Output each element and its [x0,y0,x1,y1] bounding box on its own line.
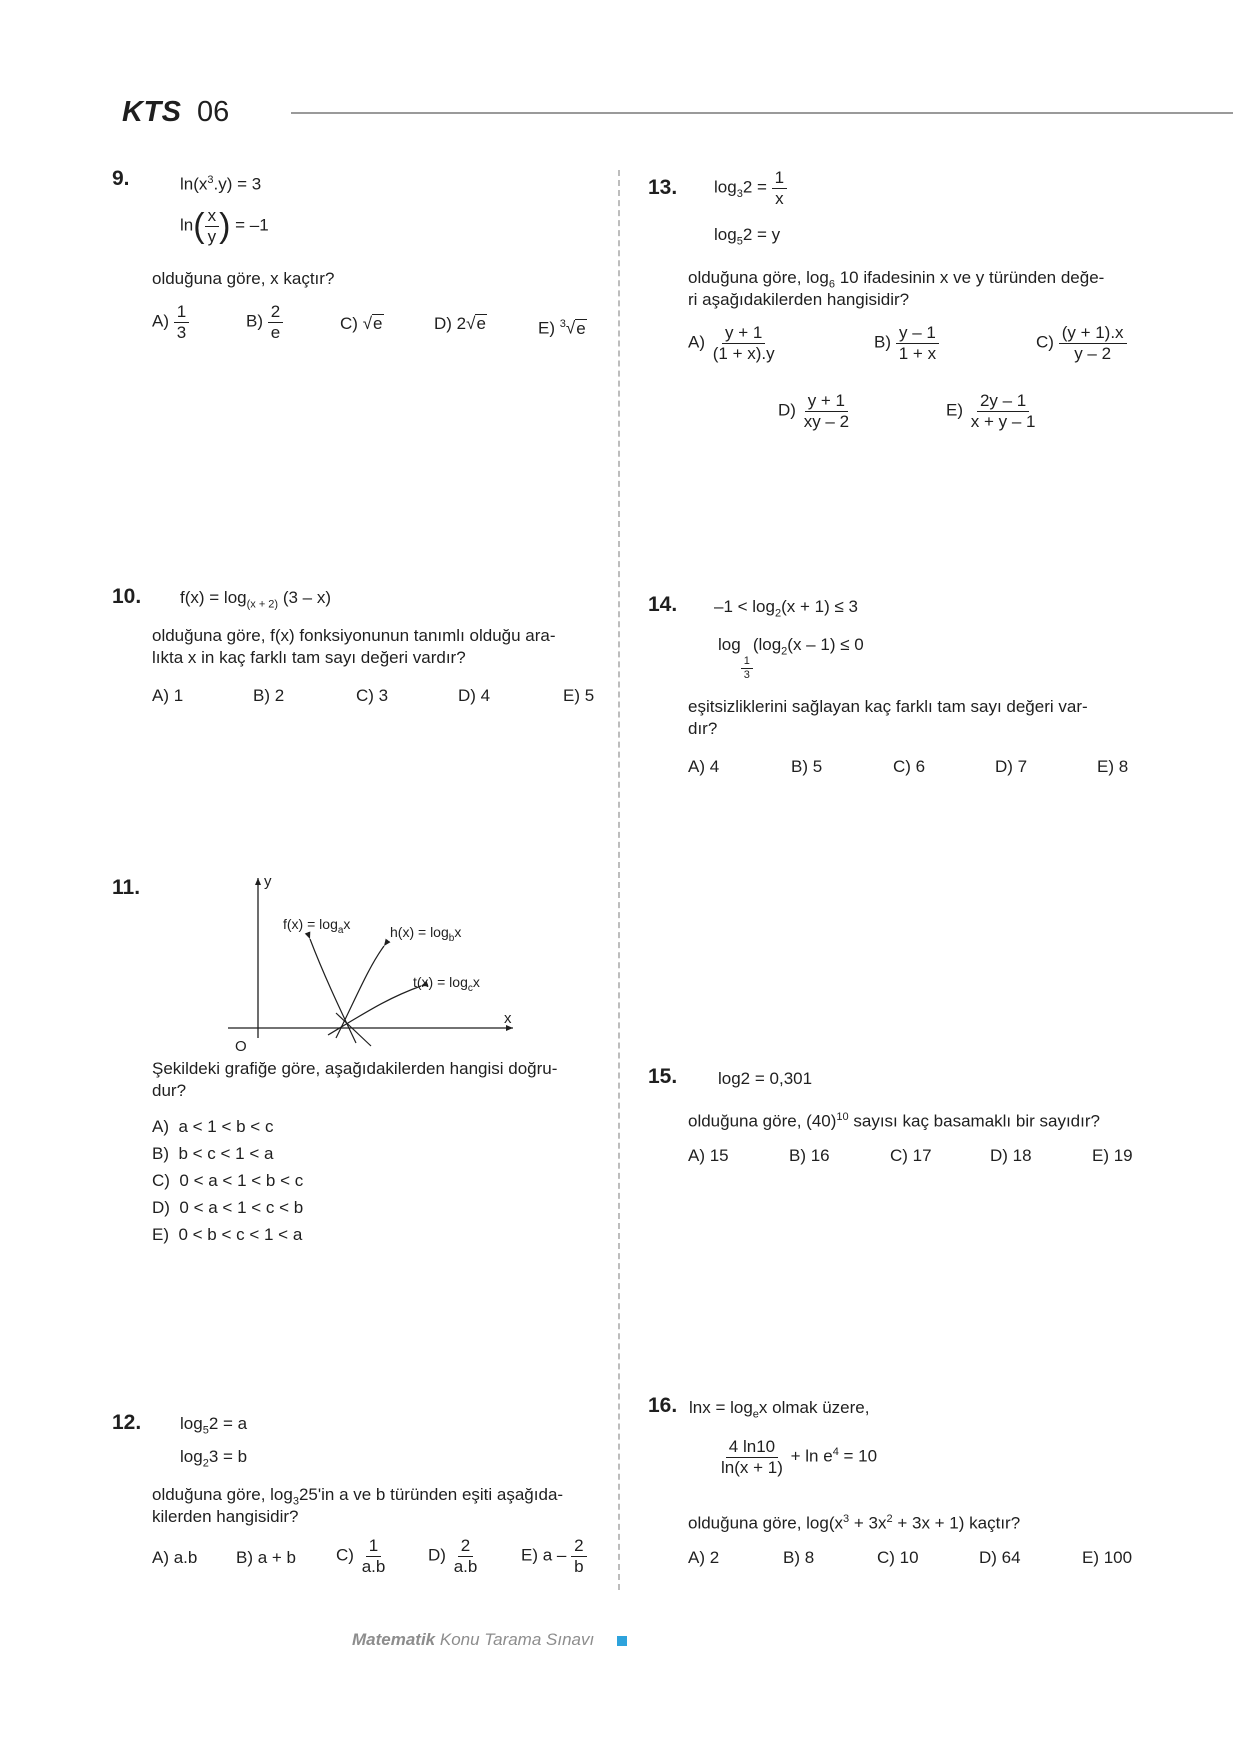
question-number: 9. [112,167,130,190]
option-d[interactable] [434,313,487,335]
equation-2 [718,634,864,681]
stem-part: 25'in a ve b türünden eşiti aşağıda- [298,1485,564,1504]
option-d[interactable]: D) 4 [458,686,491,705]
numerator: y – 1 [896,323,939,344]
option-b[interactable] [874,323,939,363]
equation-1 [714,168,787,208]
question-stem: olduğuna göre, x kaçtır? [152,269,335,288]
option-e[interactable] [538,313,587,340]
radical-sign: √ [466,314,476,333]
stem-part: + 3x + 1) kaçtır? [892,1513,1021,1533]
question-stem-line-2: dır? [688,719,718,738]
denominator: a.b [361,1556,386,1576]
option-a[interactable]: A) 4 [688,757,720,776]
stem-part: olduğuna göre, (40) [688,1111,837,1131]
footer-name: Konu Tarama Sınavı [435,1630,595,1649]
root-index: 3 [559,318,566,330]
option-e[interactable]: E) 5 [563,686,595,705]
equation-2 [180,206,269,246]
option-label: B) [246,311,263,331]
eq-part: (x + 1) ≤ 3 [781,597,858,616]
eq-sub: 2 [781,645,788,658]
eq-part: –1 < log [714,597,775,616]
question-number: 15. [648,1065,678,1088]
stem-sub: 3 [292,1495,299,1508]
eq-part: ln [180,215,194,235]
denominator: x + y – 1 [970,411,1036,431]
option-c[interactable] [1036,323,1127,363]
intro-sub: e [752,1408,759,1421]
eq-part: (log [752,635,782,654]
eq-part: = –1 [235,215,269,235]
eq-part: log [180,1414,203,1433]
option-d[interactable] [778,391,852,431]
equation-2 [714,224,780,252]
eq-part: 2 = a [208,1414,248,1433]
option-label: B) [874,332,891,352]
option-c[interactable]: C) 10 [877,1548,919,1567]
option-b[interactable]: B) 16 [789,1146,830,1165]
fraction [896,323,939,363]
option-d[interactable]: D) 7 [995,757,1028,776]
option-label: E) [538,318,555,338]
h-label: $h(x) = \log_bx$ [390,924,462,944]
question-stem [688,1508,1020,1535]
eq-part: + ln e [790,1446,833,1466]
stem-sup: 2 [886,1513,893,1525]
option-d[interactable]: D) 18 [990,1146,1032,1165]
option-label: E) a – [521,1545,567,1565]
denominator: b [574,1556,584,1576]
option-b[interactable] [246,302,283,342]
option-label: A) [152,311,169,331]
column-divider [618,170,620,1590]
fraction [772,168,787,208]
footer-title [352,1630,594,1650]
denominator: ln(x + 1) [721,1457,783,1477]
radicand: e [476,314,486,333]
option-label: D) [778,400,796,420]
option-text: 0 < b < c < 1 < a [178,1225,303,1244]
equation: log2 = 0,301 [718,1069,813,1088]
option-label: E) [152,1225,169,1244]
eq-part: 2 = y [742,225,781,244]
option-label: B) [152,1144,169,1163]
option-a[interactable]: A) 1 [152,686,184,705]
fraction [268,302,283,342]
intro-part: x olmak üzere, [758,1398,870,1417]
option-a[interactable]: A) 2 [688,1548,720,1567]
option-label: A) [152,1117,169,1136]
stem-part: olduğuna göre, log [152,1485,293,1504]
y-axis-label: y [264,873,272,890]
fraction [801,391,852,431]
denominator: 3 [176,322,187,342]
option-b[interactable]: B) a + b [236,1548,297,1567]
option-a[interactable]: A) 15 [688,1146,729,1165]
equation-1 [180,1413,247,1441]
fraction [718,1437,786,1477]
equation-1 [714,596,858,624]
eq-sub: 3 [736,187,743,200]
eq-part: (x – 1) ≤ 0 [787,635,864,654]
header-rule [291,112,1233,114]
option-label: A) [688,332,705,352]
question-stem-line-1: olduğuna göre, f(x) fonksiyonunun tanımlı olduğu ara- [152,626,556,645]
fraction [174,302,189,342]
radical-sign: √ [565,318,576,338]
eq-part: log [714,225,737,244]
question-stem-line-2: lıkta x in kaç farklı tam sayı değeri vardır? [152,648,466,667]
question-stem-line-2: dur? [152,1081,187,1100]
stem-part: + 3x [849,1513,887,1533]
denominator: y [207,226,217,246]
numerator: 2 [458,1536,473,1557]
eq-sub: (x + 2) [246,598,279,611]
question-number: 12. [112,1411,142,1434]
radical-sign: √ [362,314,373,333]
equation-1 [180,169,261,196]
option-text: a < 1 < b < c [178,1117,274,1136]
option-c[interactable] [336,1536,388,1576]
numerator: 1 [741,655,753,669]
option-text: 0 < a < 1 < c < b [179,1198,304,1217]
question-number: 10. [112,585,142,608]
test-number: 06 [197,96,230,128]
fraction [359,1536,389,1576]
paren-open: ( [193,207,205,246]
eq-part: log [718,635,741,654]
denominator: (1 + x).y [712,343,775,363]
option-c[interactable]: C) 3 [356,686,389,705]
option-text: 0 < a < 1 < b < c [179,1171,304,1190]
numerator: 1 [772,168,787,189]
eq-part: f(x) = log [180,588,247,607]
numerator: 1 [174,302,189,323]
option-d[interactable]: D) 64 [979,1548,1021,1567]
question-stem [688,1106,1100,1133]
question-stem-line-2: ri aşağıdakilerden hangisidir? [688,290,910,309]
f-label: $f(x) = \log_ax$ [283,916,351,936]
option-label: C) [336,1545,354,1565]
fraction [1059,323,1127,363]
option-a[interactable] [688,323,778,363]
question-number: 11. [112,876,141,899]
eq-sup: 4 [832,1445,839,1458]
stem-part: 10 ifadesinin x ve y türünden değe- [834,268,1105,287]
numerator: 2y – 1 [977,391,1029,412]
option-label: D) 2 [434,314,467,333]
eq-sub: 5 [202,1424,209,1437]
eq-sub: 2 [202,1457,209,1470]
numerator: 4 ln10 [726,1437,778,1458]
option-d[interactable] [428,1536,480,1576]
eq-sup: 3 [207,174,214,186]
question-stem-line-2: kilerden hangisidir? [152,1507,299,1526]
fraction [710,323,778,363]
eq-part: (3 – x) [278,588,331,607]
stem-part: olduğuna göre, log [688,268,829,287]
eq-part: .y) = 3 [213,174,262,194]
option-c[interactable]: C) 6 [893,757,926,776]
numerator: y + 1 [722,323,765,344]
question-number: 13. [648,176,678,199]
curve-cross [336,1013,371,1046]
equation [180,587,331,615]
x-axis-label: x [504,1010,512,1027]
intro-part: lnx = log [689,1398,753,1417]
stem-sup: 3 [843,1513,850,1525]
option-b[interactable] [152,1143,273,1165]
curve-h [336,946,384,1038]
option-c[interactable] [152,1170,303,1192]
numerator: 2 [268,302,283,323]
eq-sub: 2 [774,607,782,620]
option-c[interactable] [340,313,384,335]
numerator: 2 [571,1536,586,1557]
question-number: 14. [648,593,678,616]
denominator: 1 + x [898,343,937,363]
option-e[interactable] [521,1536,587,1576]
radicand: e [373,314,383,333]
option-a[interactable] [152,302,189,342]
fraction [451,1536,481,1576]
option-label: D) [152,1198,170,1217]
eq-part: 3 = b [208,1447,248,1466]
origin-label: O [235,1038,247,1055]
option-b[interactable]: B) 2 [253,686,285,705]
footer-subject: Matematik [352,1630,436,1649]
eq-part: = 10 [838,1446,878,1466]
option-label: E) [946,400,963,420]
question-stem-line-1: eşitsizliklerini sağlayan kaç farklı tam sayı değeri var- [688,697,1088,716]
numerator: y + 1 [805,391,848,412]
option-d[interactable] [152,1197,303,1219]
base-fraction [741,655,753,681]
stem-part: sayısı kaç basamaklı bir sayıdır? [848,1111,1100,1131]
option-text: b < c < 1 < a [178,1144,274,1163]
denominator: a.b [453,1556,478,1576]
denominator: x [775,188,784,208]
equation-2 [180,1446,247,1474]
denominator: xy – 2 [803,411,850,431]
fraction [205,206,220,246]
eq-part: log [714,177,737,197]
option-e[interactable] [152,1224,302,1246]
eq-sub: 5 [736,235,743,248]
option-a[interactable] [152,1116,273,1138]
series-label: KTS [122,96,182,128]
numerator: x [205,206,220,227]
graph-svg [228,873,528,1061]
log-graph [228,873,528,1061]
stem-sub: 6 [828,278,835,291]
numerator: 1 [366,1536,381,1557]
denominator: y – 2 [1074,343,1112,363]
question-stem-line-1: Şekildeki grafiğe göre, aşağıdakilerden hangisi doğru- [152,1059,558,1078]
denominator: 3 [743,668,750,681]
numerator: (y + 1).x [1059,323,1127,344]
option-label: C) [1036,332,1054,352]
option-e[interactable]: E) 8 [1097,757,1129,776]
equation [718,1437,877,1477]
option-e[interactable] [946,391,1038,431]
option-label: C) [152,1171,170,1190]
option-a[interactable]: A) a.b [152,1548,198,1567]
eq-part: log [180,1447,203,1466]
option-label: D) [428,1545,446,1565]
fraction [968,391,1039,431]
option-e[interactable]: E) 100 [1082,1548,1133,1567]
footer-accent-square [617,1636,627,1646]
option-label: C) [340,314,358,333]
paren-close: ) [219,207,231,246]
fraction [571,1536,586,1576]
option-e[interactable]: E) 19 [1092,1146,1133,1165]
eq-part: ln(x [180,174,208,194]
option-c[interactable]: C) 17 [890,1146,932,1165]
option-b[interactable]: B) 5 [791,757,823,776]
t-label: $t(x) = \log_cx$ [413,974,480,994]
stem-sup: 10 [836,1111,849,1123]
stem-part: olduğuna göre, log(x [688,1513,844,1533]
intro [689,1397,869,1425]
question-number: 16. [648,1394,678,1417]
denominator: e [270,322,281,342]
option-b[interactable]: B) 8 [783,1548,815,1567]
eq-part: 2 = [742,177,767,197]
radicand: e [576,318,586,338]
